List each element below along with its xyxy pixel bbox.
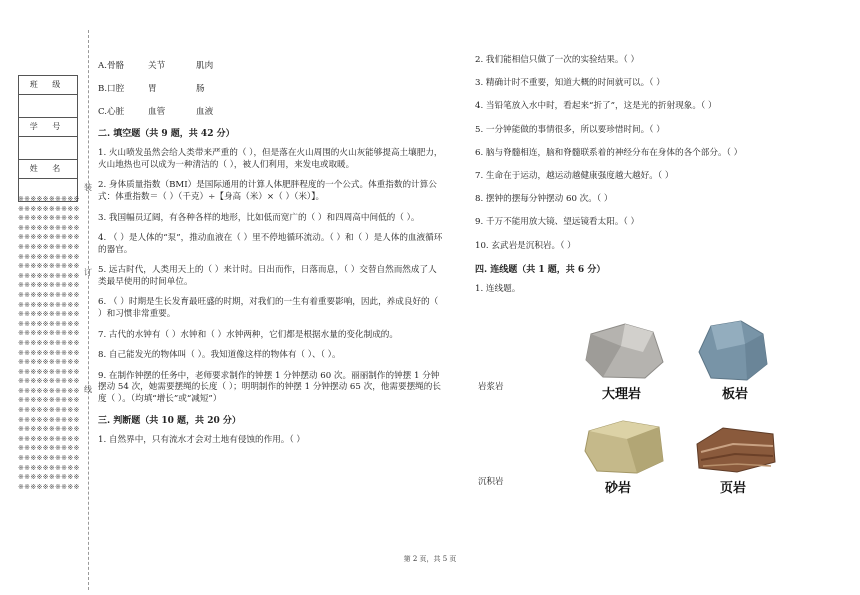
option-text: C.心脏 bbox=[98, 106, 125, 117]
student-info-table bbox=[18, 75, 78, 202]
option-text: 肠 bbox=[196, 83, 205, 94]
option-text: 血管 bbox=[148, 106, 166, 117]
binding-line bbox=[88, 30, 89, 590]
question: 7. 古代的水钟有（ ）水钟和（ ）水钟两种，它们都是根据水量的变化制成的。 bbox=[98, 329, 398, 340]
class-field[interactable] bbox=[19, 95, 78, 118]
question: 7. 生命在于运动，越运动越健康强度越大越好。（ ） bbox=[475, 170, 674, 181]
fold-mark-1: 装 bbox=[84, 183, 92, 192]
fold-mark-3: 线 bbox=[84, 385, 92, 394]
slate-rock-icon[interactable] bbox=[697, 320, 769, 382]
section-title-true-false: 三. 判断题（共 10 题，共 20 分） bbox=[98, 415, 241, 426]
question: 4. 当铅笔放入水中时，看起来“折了”，这是光的折射现象。（ ） bbox=[475, 101, 717, 112]
question: 2. 我们能相信只做了一次的实验结果。（ ） bbox=[475, 55, 640, 65]
question: 5. 一分钟能做的事情很多，所以要珍惜时间。（ ） bbox=[475, 124, 665, 135]
class-label: 班 级 bbox=[19, 76, 78, 95]
question: 1. 火山喷发虽然会给人类带来严重的（ ），但是落在火山周围的火山灰能够提高土壤肥力，火山地热也可以成为一种清洁的（ ），被人们利用，来发电或取暖。 bbox=[98, 148, 443, 170]
student-id-label: 学 号 bbox=[19, 118, 78, 137]
left-column bbox=[98, 55, 443, 455]
question: 9. 千万不能用放大镜、望远镜看太阳。（ ） bbox=[475, 217, 640, 228]
student-id-field[interactable] bbox=[19, 137, 78, 160]
question: 1. 连线题。 bbox=[475, 283, 521, 294]
page-footer: 第 2 页，共 5 页 bbox=[403, 555, 457, 563]
question: 8. 自己能发光的物体叫（ ）。我知道像这样的物体有（ ）、（ ）。 bbox=[98, 350, 341, 361]
question: 4. （ ）是人体的“泵”，推动血液在（ ）里不停地循环流动。（ ）和（ ）是人体的血液循环的器官。 bbox=[98, 233, 443, 255]
fold-mark-2: 订 bbox=[84, 268, 92, 277]
rock-label-sandstone[interactable]: 砂岩 bbox=[605, 481, 632, 496]
name-label: 姓 名 bbox=[19, 160, 78, 179]
shale-rock-icon[interactable] bbox=[693, 422, 777, 474]
match-label-sedimentary[interactable]: 沉积岩 bbox=[478, 477, 504, 487]
option-text: B.口腔 bbox=[98, 83, 125, 94]
question: 6. （ ）时期是生长发育最旺盛的时期，对我们的一生有着重要影响，因此，养成良好的（ ）和习惯非常重要。 bbox=[98, 297, 439, 320]
option-text: 关节 bbox=[148, 60, 166, 71]
option-row bbox=[98, 78, 443, 101]
option-text: 肌肉 bbox=[196, 60, 214, 71]
option-row bbox=[98, 101, 443, 124]
section-title-fill-blank: 二. 填空题（共 9 题，共 42 分） bbox=[98, 129, 235, 139]
match-label-igneous[interactable]: 岩浆岩 bbox=[478, 382, 504, 392]
rock-label-marble[interactable]: 大理岩 bbox=[602, 387, 642, 402]
option-text: 血液 bbox=[196, 106, 214, 117]
question: 5. 远古时代，人类用天上的（ ）来计时。日出而作，日落而息，（ ）交替自然而然成了人类最早使用的时间单位。 bbox=[98, 265, 437, 287]
student-info-box bbox=[18, 75, 78, 202]
question: 9. 在制作钟摆的任务中，老师要求制作的钟摆 1 分钟摆动 60 次。丽丽制作的钟摆 1 分钟摆动 54 次，她需要摆绳的长度（ ）；明明制作的钟摆 1 分钟摆动 65 次，他需要摆绳的长度（ ）。（均填“增长”或“减短”） bbox=[98, 370, 441, 405]
question: 2. 身体质量指数（BMI）是国际通用的计算人体肥胖程度的一个公式。体重指数的计算公式：体重指数＝（ ）（千克）÷【身高（米）×（ ）（米）】。 bbox=[98, 180, 437, 202]
question: 10. 玄武岩是沉积岩。（ ） bbox=[475, 240, 576, 251]
question: 3. 精确计时不重要，知道大概的时间就可以。（ ） bbox=[475, 78, 665, 89]
option-text: 胃 bbox=[148, 83, 157, 94]
section-title-matching: 四. 连线题（共 1 题，共 6 分） bbox=[475, 264, 606, 275]
decorative-pattern: ※※※※※※※※※※※※※※※※※※※※※※※※※※※※※※※※※※※※※※※※※※※※※※※※※※※※※※※※※※※※※※※※※※※※※※※※※※※※※※※※※※※※※※※※※※※※※※※※※※※※※※※※※※※※※※※※※※※※※※※※※※※※※※※※※※※※※※※※※※※※※※※※※※※※※※※※※※※※※※※※※※※※※※※※※※※※※※※※※※※※※※※※※※※※※※※※※※※※※※※※※※※※※※※※※※※※※※※※※※※※※※※※※※※※※※※※※※※※※※※※※※※※※※※※※※※※※※※※※※※※※※※※※※※※※※※※※※※※※※※※※※※※※※※※※※※※※※※※※※※※※※※※※※※※※※ bbox=[18, 195, 80, 491]
option-row bbox=[98, 55, 443, 78]
question: 3. 我国幅员辽阔，有各种各样的地形，比如低而宽广的（ ）和四周高中间低的（ ）。 bbox=[98, 212, 420, 223]
rock-label-shale[interactable]: 页岩 bbox=[720, 481, 747, 496]
option-text: A.骨骼 bbox=[98, 60, 125, 71]
rock-label-slate[interactable]: 板岩 bbox=[722, 387, 749, 402]
matching-area bbox=[475, 320, 820, 500]
question: 8. 摆钟的摆每分钟摆动 60 次。（ ） bbox=[475, 194, 613, 205]
marble-rock-icon[interactable] bbox=[583, 322, 665, 380]
sandstone-rock-icon[interactable] bbox=[583, 417, 665, 475]
question: 1. 自然界中，只有流水才会对土地有侵蚀的作用。（ ） bbox=[98, 434, 306, 445]
right-column bbox=[475, 55, 820, 304]
question: 6. 脑与脊髓相连，脑和脊髓联系着的神经分布在身体的各个部分。（ ） bbox=[475, 147, 743, 158]
